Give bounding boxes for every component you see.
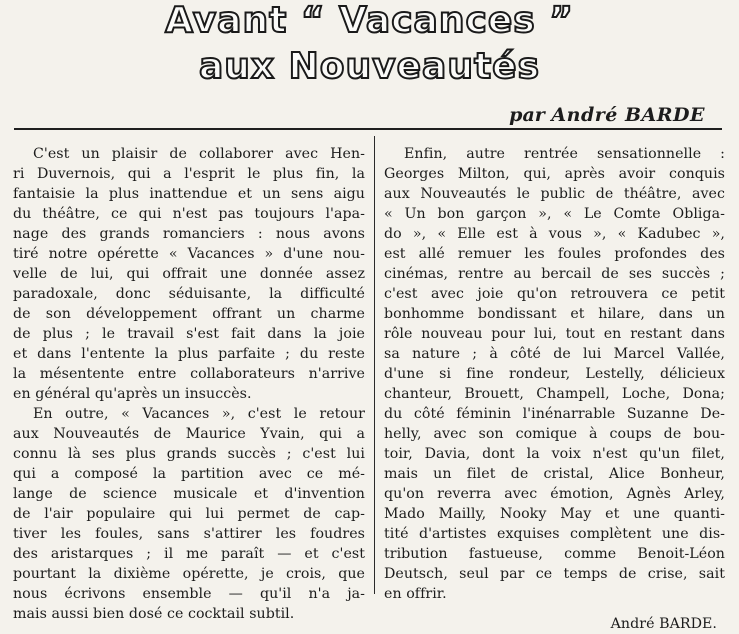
paragraph-line: mais aussi bien dosé ce cocktail subtil.	[13, 606, 295, 622]
column-divider	[374, 136, 375, 594]
paragraph-line: c'est avec joie qu'on retrouvera ce petit	[384, 286, 725, 302]
paragraph-line: chanteur, Brouett, Champell, Loche, Dona;	[384, 386, 725, 402]
paragraph-line: en offrir.	[384, 586, 447, 602]
paragraph-line: qu'on reverra avec émotion, Agnès Arley,	[384, 486, 725, 502]
paragraph-line: sa nature ; à côté de lui Marcel Vallée,	[384, 346, 725, 362]
title-rule	[14, 128, 722, 130]
left-column	[13, 144, 365, 624]
paragraph-line: Deutsch, seul par ce temps de crise, sait	[384, 566, 725, 582]
paragraph-line: du côté féminin l'inénarrable Suzanne De-	[384, 406, 725, 422]
paragraph-line: aux Nouveautés de Maurice Yvain, qui a	[13, 426, 365, 442]
signature: André BARDE.	[610, 616, 717, 632]
paragraph-line: nage des grands romanciers : nous avons	[13, 226, 365, 242]
paragraph-line: tiver les foules, sans s'attirer les foudres	[13, 526, 365, 542]
headline-line-1: Avant “ Vacances ”	[165, 0, 574, 41]
paragraph-line: En outre, « Vacances », c'est le retour	[33, 406, 365, 422]
paragraph-line: C'est un plaisir de collaborer avec Hen-	[33, 146, 365, 162]
paragraph-line: du théâtre, ce qui n'est pas toujours l'apa-	[13, 206, 365, 222]
paragraph-line: aux Nouveautés le public de théâtre, avec	[384, 186, 725, 202]
paragraph-line: de l'air populaire qui lui permet de cap-	[13, 506, 365, 522]
paragraph-line: do », « Elle est à vous », « Kadubec »,	[384, 226, 725, 242]
paragraph-line: fantaisie la plus inattendue et un sens aigu	[13, 186, 365, 202]
paragraph-line: qui a composé la partition avec ce mé-	[13, 466, 365, 482]
headline-line-2: aux Nouveautés	[198, 46, 541, 87]
paragraph-line: paradoxale, donc séduisante, la difficulté	[13, 286, 365, 302]
byline	[509, 104, 705, 126]
byline-author: André BARDE	[551, 104, 705, 126]
paragraph-line: des aristarques ; il me paraît — et c'est	[13, 546, 365, 562]
paragraph-line: bonhomme bondissant et hilare, dans un	[384, 306, 725, 322]
paragraph-line: tité d'artistes exquises complètent une dis-	[384, 526, 725, 542]
paragraph-line: Mado Mailly, Nooky May et une quanti-	[384, 506, 725, 522]
paragraph-line: lange de science musicale et d'invention	[13, 486, 365, 502]
paragraph-line: nous écrivons ensemble — qu'il n'a ja-	[13, 586, 365, 602]
paragraph-line: en général qu'après un insuccès.	[13, 386, 252, 402]
paragraph-line: helly, avec son comique à coups de bou-	[384, 426, 725, 442]
right-column	[384, 144, 725, 634]
paragraph-line: toir, Davia, dont la voix n'est qu'un filet,	[384, 446, 725, 462]
paragraph-line: pourtant la dixième opérette, je crois, que	[13, 566, 365, 582]
paragraph-line: et dans l'entente la plus parfaite ; du reste	[13, 346, 365, 362]
paragraph-line: ri Duvernois, qui a l'esprit le plus fin, la	[13, 166, 365, 182]
paragraph-line: Enfin, autre rentrée sensationnelle :	[404, 146, 725, 162]
byline-prefix: par	[509, 104, 545, 126]
paragraph-line: d'une si fine rondeur, Lestelly, délicieux	[384, 366, 725, 382]
paragraph-line: cinémas, rentre au bercail de ses succès ;	[384, 266, 725, 282]
paragraph-line: « Un bon garçon », « Le Comte Obliga-	[384, 206, 725, 222]
paragraph-line: de son développement offrant un charme	[13, 306, 365, 322]
paragraph-line: rôle nouveau pour lui, tout en restant dans	[384, 326, 725, 342]
paragraph-line: connu là ses plus grands succès ; c'est lui	[13, 446, 365, 462]
paragraph-line: est allé remuer les foules profondes des	[384, 246, 725, 262]
paragraph-line: tiré notre opérette « Vacances » d'une nou-	[13, 246, 365, 262]
paragraph-line: Georges Milton, qui, après avoir conquis	[384, 166, 725, 182]
paragraph-line: la mésentente entre collaborateurs n'arrive	[13, 366, 365, 382]
paragraph-line: tribution fastueuse, comme Benoit-Léon	[384, 546, 725, 562]
paragraph-line: mais un filet de cristal, Alice Bonheur,	[384, 466, 725, 482]
paragraph-line: de plus ; le travail s'est fait dans la joie	[13, 326, 365, 342]
paragraph-line: velle de lui, qui offrait une donnée assez	[13, 266, 365, 282]
